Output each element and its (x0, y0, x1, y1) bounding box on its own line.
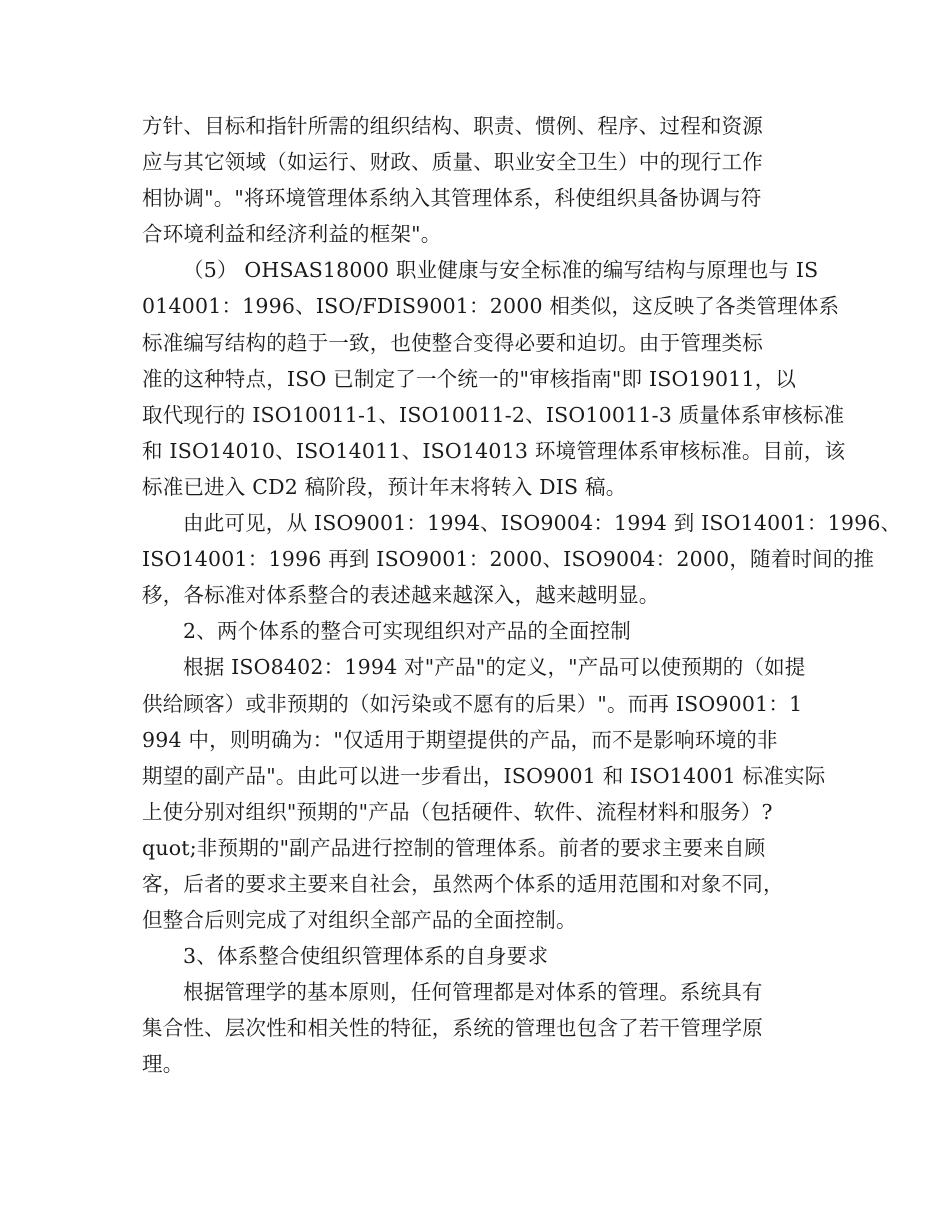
document-body (142, 108, 902, 1083)
text-line: 相协调"。"将环境管理体系纳入其管理体系，科使组织具备协调与符 (142, 186, 762, 211)
text-line: 理。 (142, 1052, 184, 1077)
text-line: 标准编写结构的趋于一致，也使整合变得必要和迫切。由于管理类标 (142, 330, 763, 355)
text-line: ISO14001：1996 再到 ISO9001：2000、ISO9004：2000，随着时间的推 (142, 547, 875, 572)
text-line: 但整合后则完成了对组织全部产品的全面控制。 (142, 908, 577, 933)
text-line: 上使分别对组织"预期的"产品（包括硬件、软件、流程材料和服务）? (142, 799, 773, 824)
text-line: 期望的副产品"。由此可以进一步看出，ISO9001 和 ISO14001 标准实际 (142, 763, 826, 788)
text-line: 2、两个体系的整合可实现组织对产品的全面控制 (183, 619, 631, 644)
text-line: 取代现行的 ISO10011-1、ISO10011-2、ISO10011-3 质量体系审核标准 (142, 402, 845, 427)
text-line: 合环境利益和经济利益的框架"。 (142, 222, 442, 247)
text-line: 方针、目标和指针所需的组织结构、职责、惯例、程序、过程和资源 (142, 114, 763, 138)
text-line: quot;非预期的"副产品进行控制的管理体系。前者的要求主要来自顾 (142, 835, 766, 860)
text-line: 根据管理学的基本原则，任何管理都是对体系的管理。系统具有 (183, 980, 763, 1005)
text-line: 应与其它领域（如运行、财政、质量、职业安全卫生）中的现行工作 (142, 150, 763, 175)
text-line: 供给顾客）或非预期的（如污染或不愿有的后果）"。而再 ISO9001：1 (142, 691, 803, 716)
text-line: 客，后者的要求主要来自社会，虽然两个体系的适用范围和对象不同， (142, 871, 784, 896)
text-line: 和 ISO14010、ISO14011、ISO14013 环境管理体系审核标准。目前，该 (142, 438, 846, 463)
text-line: 准的这种特点，ISO 已制定了一个统一的"审核指南"即 ISO19011，以 (142, 366, 797, 391)
text-line: 994 中，则明确为："仅适用于期望提供的产品，而不是影响环境的非 (142, 727, 778, 752)
text-line: 014001：1996、ISO/FDIS9001：2000 相类似，这反映了各类管理体系 (142, 294, 840, 319)
text-line: 标准已进入 CD2 稿阶段，预计年末将转入 DIS 稿。 (142, 474, 627, 499)
text-line: 由此可见，从 ISO9001：1994、ISO9004：1994 到 ISO14001：1996、 (183, 511, 902, 536)
text-line: 根据 ISO8402：1994 对"产品"的定义，"产品可以使预期的（如提 (183, 655, 806, 680)
text-line: 移，各标准对体系整合的表述越来越深入，越来越明显。 (142, 583, 660, 608)
text-line: 集合性、层次性和相关性的特征，系统的管理也包含了若干管理学原 (142, 1016, 763, 1041)
text-line: （5） OHSAS18000 职业健康与安全标准的编写结构与原理也与 IS (183, 258, 819, 283)
text-line: 3、体系整合使组织管理体系的自身要求 (183, 944, 549, 969)
